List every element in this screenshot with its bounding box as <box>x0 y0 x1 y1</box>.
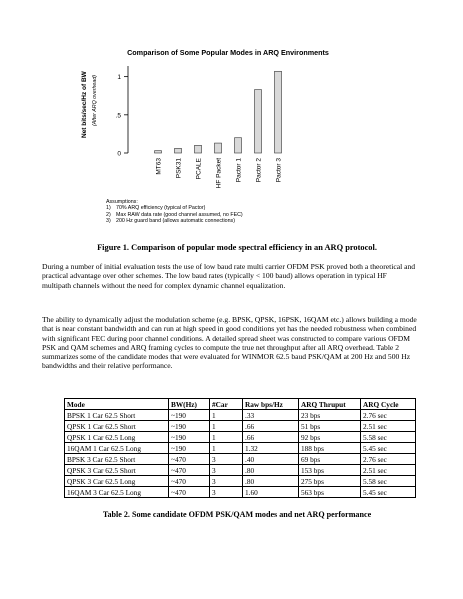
bar-psk31 <box>175 148 182 153</box>
cell-raw-bps: .40 <box>243 454 299 465</box>
cell-arq-cycle: 2.51 sec <box>361 465 416 476</box>
table-header-row <box>65 399 416 410</box>
cell-carriers: 1 <box>210 443 243 454</box>
header-carriers: #Car <box>210 399 243 410</box>
cell-bw: ~190 <box>169 432 210 443</box>
assumption-item <box>106 218 346 224</box>
table-row <box>65 443 416 454</box>
table-caption: Table 2. Some candidate OFDM PSK/QAM modes and net ARQ performance <box>102 510 372 519</box>
table-row <box>65 454 416 465</box>
cell-mode: QPSK 1 Car 62.5 Long <box>65 432 169 443</box>
header-raw-bps: Raw bps/Hz <box>243 399 299 410</box>
y-tick-label: 1 <box>117 74 121 82</box>
cell-arq-thruput: 563 bps <box>299 487 361 498</box>
cell-carriers: 3 <box>210 465 243 476</box>
cell-arq-thruput: 92 bps <box>299 432 361 443</box>
x-tick-label: HF Packet <box>215 158 223 189</box>
cell-bw: ~470 <box>169 454 210 465</box>
cell-carriers: 1 <box>210 421 243 432</box>
header-mode: Mode <box>65 399 169 410</box>
figure-1-chart <box>70 48 370 253</box>
cell-mode: BPSK 1 Car 62.5 Short <box>65 410 169 421</box>
assumption-text: 200 Hz guard band (allows automatic connections) <box>116 218 235 225</box>
bar-pactor-3 <box>275 71 282 153</box>
header-arq-thruput: ARQ Thruput <box>299 399 361 410</box>
cell-raw-bps: 1.60 <box>243 487 299 498</box>
assumptions-title: Assumptions: <box>106 199 138 205</box>
table-row <box>65 421 416 432</box>
cell-raw-bps: .33 <box>243 410 299 421</box>
assumptions <box>106 199 346 225</box>
assumption-number: 1) <box>106 205 111 212</box>
bar-pcale <box>195 145 202 153</box>
cell-arq-thruput: 188 bps <box>299 443 361 454</box>
cell-carriers: 3 <box>210 454 243 465</box>
bar-pactor-1 <box>235 138 242 153</box>
cell-bw: ~470 <box>169 487 210 498</box>
assumption-text: Max RAW data rate (good channel assumed, no FEC) <box>116 211 243 218</box>
cell-arq-cycle: 5.58 sec <box>361 476 416 487</box>
cell-bw: ~190 <box>169 410 210 421</box>
table-row <box>65 476 416 487</box>
modes-table <box>64 398 416 498</box>
x-tick-label: PCALE <box>195 158 203 180</box>
paragraph-1: During a number of initial evaluation tests the use of low baud rate multi carrier OFDM PSK proved both a theoretical and practical advantage over other schemes. The low baud rates (typically < 100 baud) allows operation in typical HF multipath channels without the need for complex dynamic channel equalization. <box>42 262 416 290</box>
cell-arq-cycle: 2.76 sec <box>361 454 416 465</box>
cell-raw-bps: 1.32 <box>243 443 299 454</box>
cell-arq-thruput: 51 bps <box>299 421 361 432</box>
y-axis-label: Net bits/sec/Hz of BW <box>81 71 88 138</box>
bar-mt63 <box>155 151 162 153</box>
bar-hf-packet <box>215 143 222 153</box>
cell-mode: BPSK 3 Car 62.5 Short <box>65 454 169 465</box>
cell-bw: ~470 <box>169 465 210 476</box>
cell-arq-thruput: 275 bps <box>299 476 361 487</box>
cell-arq-thruput: 153 bps <box>299 465 361 476</box>
chart-title: Comparison of Some Popular Modes in ARQ Environments <box>127 48 329 57</box>
header-arq-cycle: ARQ Cycle <box>361 399 416 410</box>
paragraph-2: The ability to dynamically adjust the modulation scheme (e.g. BPSK, QPSK, 16PSK, 16QAM etc.) allows building a mode that is near constant bandwidth and can run at high speed in good conditions yet has the needed robustness when combined with significant FEC during poor channel conditions. A detailed spread sheet was constructed to compare various OFDM PSK and QAM schemes and ARQ framing cycles to compute the true net throughput after all ARQ overhead. Table 2 summarizes some of the candidate modes that were evaluated for WINMOR 62.5 baud PSK/QAM at 200 Hz and 500 Hz bandwidths and their relative performance. <box>42 315 417 371</box>
cell-arq-thruput: 69 bps <box>299 454 361 465</box>
table-row <box>65 487 416 498</box>
x-tick-label: MT63 <box>155 158 163 175</box>
cell-carriers: 1 <box>210 432 243 443</box>
x-tick-label: PSK31 <box>175 158 183 179</box>
cell-raw-bps: .80 <box>243 465 299 476</box>
y-tick-label: 0 <box>117 150 121 158</box>
header-bw: BW(Hz) <box>169 399 210 410</box>
y-axis-note: (After ARQ overhead) <box>92 74 98 126</box>
cell-mode: QPSK 3 Car 62.5 Short <box>65 465 169 476</box>
cell-mode: QPSK 1 Car 62.5 Short <box>65 421 169 432</box>
table-row <box>65 465 416 476</box>
cell-raw-bps: .66 <box>243 421 299 432</box>
chart-plot <box>70 48 370 198</box>
cell-carriers: 3 <box>210 487 243 498</box>
cell-raw-bps: .66 <box>243 432 299 443</box>
assumption-number: 3) <box>106 218 111 225</box>
cell-mode: 16QAM 3 Car 62.5 Long <box>65 487 169 498</box>
cell-carriers: 3 <box>210 476 243 487</box>
table-row <box>65 432 416 443</box>
table-row <box>65 410 416 421</box>
x-tick-label: Pactor 2 <box>255 158 263 183</box>
cell-arq-cycle: 5.45 sec <box>361 443 416 454</box>
cell-bw: ~190 <box>169 443 210 454</box>
cell-raw-bps: .80 <box>243 476 299 487</box>
x-tick-label: Pactor 1 <box>235 158 243 183</box>
cell-arq-thruput: 23 bps <box>299 410 361 421</box>
cell-arq-cycle: 5.45 sec <box>361 487 416 498</box>
cell-arq-cycle: 2.51 sec <box>361 421 416 432</box>
cell-bw: ~190 <box>169 421 210 432</box>
assumption-text: 70% ARQ efficiency (typical of Pactor) <box>116 205 206 212</box>
figure-caption: Figure 1. Comparison of popular mode spectral efficiency in an ARQ protocol. <box>97 243 377 252</box>
cell-carriers: 1 <box>210 410 243 421</box>
cell-mode: QPSK 3 Car 62.5 Long <box>65 476 169 487</box>
cell-arq-cycle: 5.58 sec <box>361 432 416 443</box>
cell-bw: ~470 <box>169 476 210 487</box>
cell-mode: 16QAM 1 Car 62.5 Long <box>65 443 169 454</box>
bar-pactor-2 <box>255 90 262 153</box>
cell-arq-cycle: 2.76 sec <box>361 410 416 421</box>
y-tick-label: .5 <box>115 112 121 120</box>
assumption-number: 2) <box>106 211 111 218</box>
x-tick-label: Pactor 3 <box>275 158 283 183</box>
